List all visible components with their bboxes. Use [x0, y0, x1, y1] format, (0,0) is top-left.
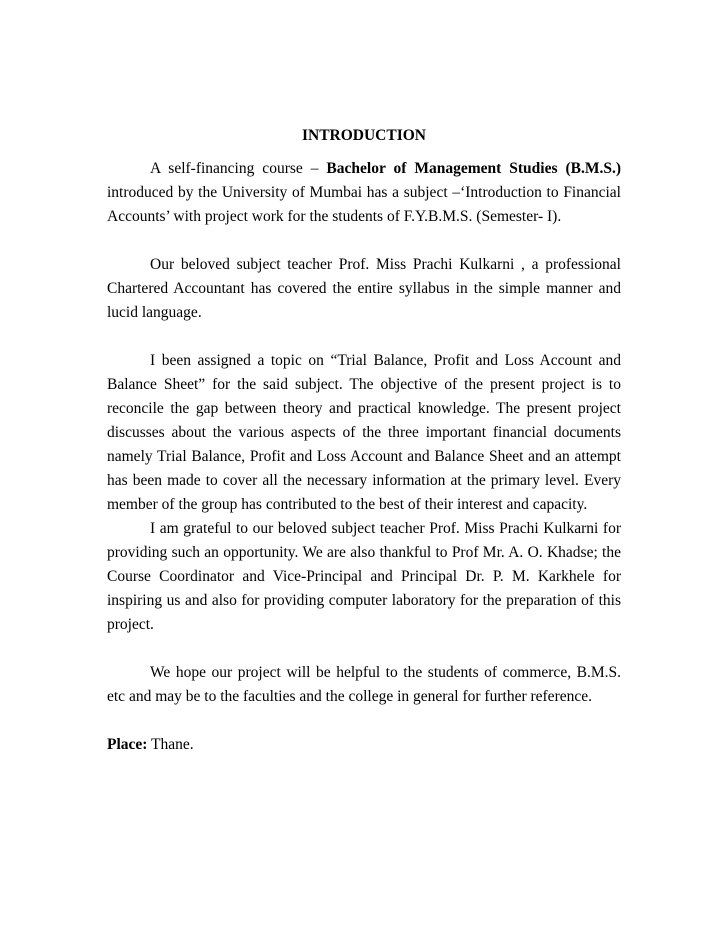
paragraph-teacher: Our beloved subject teacher Prof. Miss Prachi Kulkarni , a professional Chartered Accountant has covered the entire syllabus in the simple manner and lucid language.	[107, 256, 621, 321]
paragraph-course-intro: A self-financing course –	[150, 160, 327, 177]
paragraph-hope: We hope our project will be helpful to the students of commerce, B.M.S. etc and may be to the faculties and the college in general for further reference.	[107, 664, 621, 705]
place-value: Thane.	[147, 736, 194, 753]
paragraph-topic: I been assigned a topic on “Trial Balance, Profit and Loss Account and Balance Sheet” for the said subject. The objective of the present project is to reconcile the gap between theory and practical knowledge. The present project discusses about the various aspects of the three important financial documents namely Trial Balance, Profit and Loss Account and Balance Sheet and an attempt has been made to cover all the necessary information at the primary level. Every member of the group has contributed to the best of their interest and capacity.	[107, 352, 621, 513]
paragraph-gratitude: I am grateful to our beloved subject teacher Prof. Miss Prachi Kulkarni for providing such an opportunity. We are also thankful to Prof Mr. A. O. Khadse; the Course Coordinator and Vice-Principal and Principal Dr. P. M. Karkhele for inspiring us and also for providing computer laboratory for the preparation of this project.	[107, 520, 621, 633]
paragraph-course	[107, 157, 621, 229]
place-line	[107, 733, 621, 757]
page-title: INTRODUCTION	[301, 127, 426, 144]
paragraph-course-rest: introduced by the University of Mumbai has a subject –‘Introduction to Financial Accounts’ with project work for the students of F.Y.B.M.S. (Semester- I).	[107, 184, 621, 225]
document-page	[107, 124, 621, 757]
place-label: Place:	[107, 736, 148, 753]
paragraph-course-bold: Bachelor of Management Studies (B.M.S.)	[326, 160, 621, 177]
